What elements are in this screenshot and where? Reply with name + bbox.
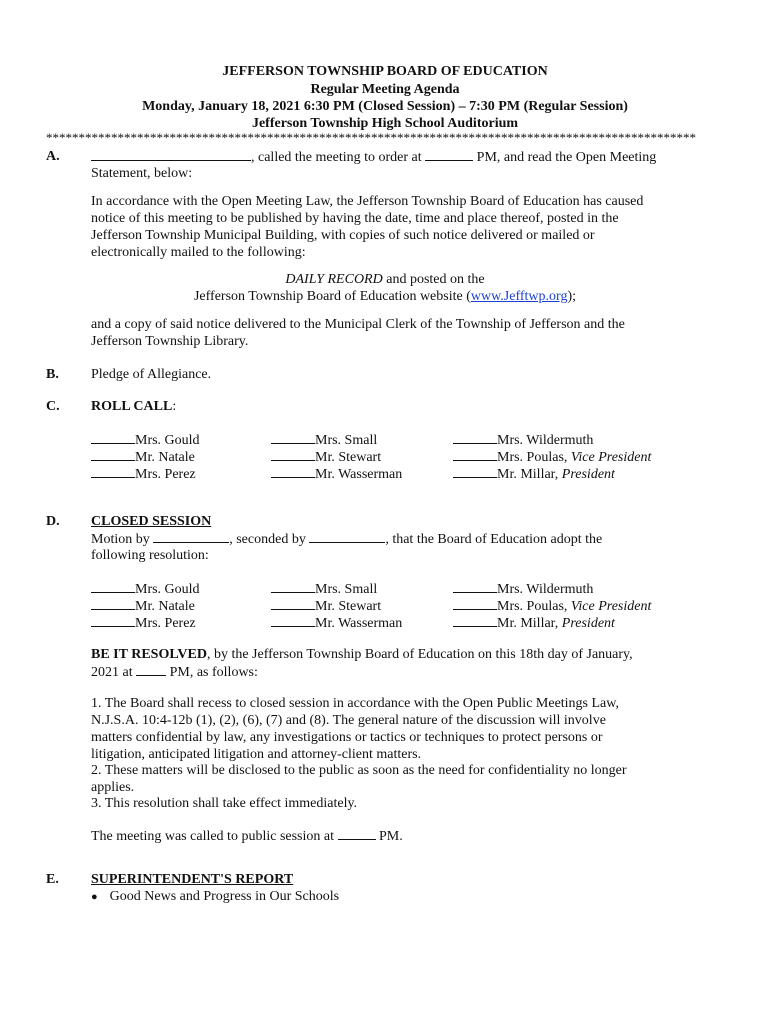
public-pm: PM. <box>379 829 403 844</box>
member-row <box>271 431 377 449</box>
daily-record: DAILY RECORD <box>285 272 383 287</box>
resolved-line <box>91 646 633 663</box>
resolution-item-line: 2. These matters will be disclosed to the public as soon as the need for confidentiality no longer <box>91 763 627 778</box>
resolved-pm: PM, as follows: <box>169 665 258 680</box>
member-row <box>453 614 615 632</box>
member-row <box>91 580 200 598</box>
motion-by: Motion by <box>91 532 150 547</box>
resolved-time-blank <box>136 663 166 676</box>
member-row <box>453 597 651 615</box>
notice-para-line: Jefferson Township Municipal Building, with copies of such notice delivered or mailed or <box>91 228 595 243</box>
meeting-date: Monday, January 18, 2021 6:30 PM (Closed Session) – 7:30 PM (Regular Session) <box>142 99 628 114</box>
closed-session-title: CLOSED SESSION <box>91 514 212 529</box>
member-row <box>91 431 200 449</box>
member-name: Mr. Millar, <box>497 467 562 482</box>
public-session-text: The meeting was called to public session at <box>91 829 334 844</box>
bullet-icon: ● <box>91 891 98 903</box>
member-row <box>271 448 381 466</box>
member-name: Mrs. Wildermuth <box>497 433 594 448</box>
roll-call-title: ROLL CALL <box>91 399 173 414</box>
member-row <box>91 614 196 632</box>
member-title: Vice President <box>570 599 652 614</box>
section-b-label: B. <box>46 367 59 382</box>
section-a-label: A. <box>46 149 60 164</box>
resolved-bold: BE IT RESOLVED <box>91 647 207 662</box>
member-name: Mrs. Small <box>315 433 378 448</box>
member-name: Mr. Wasserman <box>315 616 403 631</box>
motion-line <box>91 530 602 548</box>
website-suffix: ); <box>567 289 577 304</box>
star-divider: **************************************************************************************************** <box>46 130 696 145</box>
member-row <box>453 580 593 598</box>
resolution-item-line: N.J.S.A. 10:4-12b (1), (2), (6), (7) and (8). The general nature of the discussion will involve <box>91 713 606 728</box>
member-row <box>271 580 377 598</box>
member-name: Mr. Stewart <box>315 450 382 465</box>
public-session-line <box>91 827 403 845</box>
superintendent-report-title: SUPERINTENDENT'S REPORT <box>91 872 294 887</box>
member-name: Mrs. Perez <box>135 616 196 631</box>
time-blank <box>425 148 473 161</box>
resolution-item-line: matters confidential by law, any investigations or tactics or techniques to protect persons or <box>91 730 603 745</box>
called-text: , called the meeting to order at <box>251 150 422 165</box>
notice-para-line: notice of this meeting to be published by having the date, time and place thereof, posted in the <box>91 211 619 226</box>
notice-para-line: In accordance with the Open Meeting Law, the Jefferson Township Board of Education has caused <box>91 194 644 209</box>
agenda-type: Regular Meeting Agenda <box>310 82 460 97</box>
member-row <box>91 465 196 483</box>
resolution-item-line: litigation, anticipated litigation and attorney-client matters. <box>91 747 422 762</box>
website-link[interactable]: www.Jefftwp.org <box>470 289 568 304</box>
member-name: Mr. Natale <box>135 450 195 465</box>
motion-blank <box>153 530 229 543</box>
resolved-rest: , by the Jefferson Township Board of Education on this 18th day of January, <box>206 647 633 662</box>
member-name: Mr. Natale <box>135 599 195 614</box>
report-bullet-item <box>91 888 339 906</box>
statement-label: Statement, below: <box>91 166 193 181</box>
call-to-order-line <box>91 148 656 166</box>
member-name: Mrs. Gould <box>135 433 200 448</box>
member-name: Mr. Wasserman <box>315 467 403 482</box>
member-name: Mr. Millar, <box>497 616 562 631</box>
second-blank <box>309 530 385 543</box>
member-row <box>91 448 195 466</box>
daily-record-line <box>0 271 770 288</box>
resolved-line-2 <box>91 663 258 681</box>
member-name: Mrs. Poulas, <box>497 599 571 614</box>
member-name: Mrs. Poulas, <box>497 450 571 465</box>
meeting-location: Jefferson Township High School Auditorium <box>251 116 519 131</box>
roll-call-colon: : <box>172 399 177 414</box>
member-title: President <box>561 616 615 631</box>
public-time-blank <box>338 827 376 840</box>
clerk-para-line: Jefferson Township Library. <box>91 334 249 349</box>
resolution-item-line: 3. This resolution shall take effect immediately. <box>91 796 358 811</box>
member-name: Mrs. Perez <box>135 467 196 482</box>
roll-call-heading <box>91 398 176 415</box>
report-item-text: Good News and Progress in Our Schools <box>109 889 340 904</box>
member-name: Mrs. Small <box>315 582 378 597</box>
resolution-item-line: applies. <box>91 780 135 795</box>
website-prefix: Jefferson Township Board of Education website ( <box>193 289 471 304</box>
pledge-text: Pledge of Allegiance. <box>91 367 212 382</box>
member-row <box>453 448 651 466</box>
resolution-item-line: 1. The Board shall recess to closed session in accordance with the Open Public Meetings Law, <box>91 696 619 711</box>
board-title: JEFFERSON TOWNSHIP BOARD OF EDUCATION <box>222 64 548 79</box>
member-name: Mrs. Gould <box>135 582 200 597</box>
resolved-year: 2021 at <box>91 665 133 680</box>
member-row <box>271 465 402 483</box>
member-row <box>453 465 615 483</box>
member-row <box>453 431 593 449</box>
notice-para-line: electronically mailed to the following: <box>91 245 306 260</box>
daily-record-rest: and posted on the <box>382 272 485 287</box>
section-c-label: C. <box>46 399 60 414</box>
member-name: Mr. Stewart <box>315 599 382 614</box>
adopt-text: , that the Board of Education adopt the <box>385 532 603 547</box>
clerk-para-line: and a copy of said notice delivered to the Municipal Clerk of the Township of Jefferson and the <box>91 317 625 332</box>
section-d-label: D. <box>46 514 60 529</box>
section-e-label: E. <box>46 872 59 887</box>
member-row <box>91 597 195 615</box>
seconded-by: , seconded by <box>229 532 306 547</box>
member-row <box>271 597 381 615</box>
website-line <box>0 288 770 305</box>
name-blank <box>91 148 251 161</box>
member-row <box>271 614 402 632</box>
member-name: Mrs. Wildermuth <box>497 582 594 597</box>
member-title: President <box>561 467 615 482</box>
pm-text: PM, and read the Open Meeting <box>476 150 657 165</box>
member-title: Vice President <box>570 450 652 465</box>
following-resolution: following resolution: <box>91 548 209 563</box>
